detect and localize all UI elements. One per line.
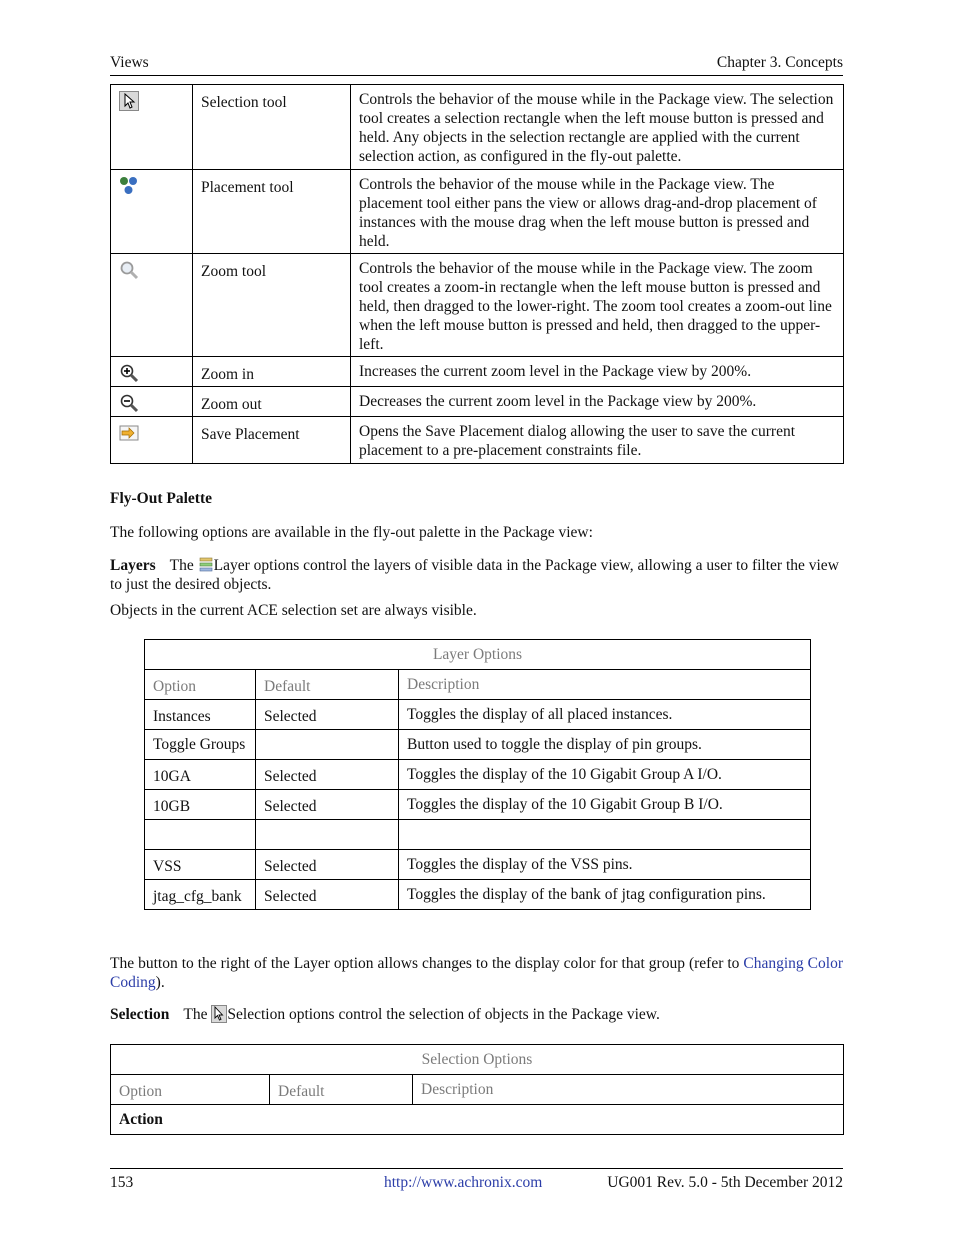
tool-description: Decreases the current zoom level in the Package view by 200%. <box>351 387 844 417</box>
default-cell: Selected <box>256 790 399 820</box>
tools-table <box>110 84 844 464</box>
layers-paragraph <box>110 556 843 594</box>
save-placement-icon <box>119 423 139 443</box>
page-number: 153 <box>110 1174 134 1191</box>
table-row <box>111 85 844 170</box>
description-cell: Toggles the display of the bank of jtag configuration pins. <box>399 880 811 910</box>
page-footer <box>110 1168 843 1191</box>
description-cell: Toggles the display of the VSS pins. <box>399 850 811 880</box>
color-note-end: ). <box>155 974 165 991</box>
tool-name: Zoom in <box>193 357 351 387</box>
page-header <box>110 53 843 76</box>
table-row <box>145 730 811 760</box>
table-header-row <box>111 1075 844 1105</box>
selection-arrow-icon <box>211 1005 227 1023</box>
zoom-out-icon <box>119 393 139 413</box>
description-cell <box>399 820 811 850</box>
table-row <box>145 850 811 880</box>
selection-pre: The <box>183 1006 208 1023</box>
table-caption-row <box>145 640 811 670</box>
layer-options-table <box>144 639 811 910</box>
layers-icon <box>198 556 214 574</box>
default-cell <box>256 730 399 760</box>
option-cell: Toggle Groups <box>145 730 256 760</box>
option-cell: VSS <box>145 850 256 880</box>
column-header: Description <box>399 670 811 700</box>
changing-color-coding-link[interactable]: Changing Color Coding <box>110 955 843 991</box>
column-header: Option <box>111 1075 270 1105</box>
tool-name: Zoom out <box>193 387 351 417</box>
document-revision: UG001 Rev. 5.0 - 5th December 2012 <box>607 1174 843 1191</box>
tool-description: Increases the current zoom level in the Package view by 200%. <box>351 357 844 387</box>
section-row: Action <box>111 1105 844 1135</box>
flyout-intro: The following options are available in the fly-out palette in the Package view: <box>110 524 593 541</box>
table-header-row <box>145 670 811 700</box>
table-row <box>145 760 811 790</box>
tool-description: Opens the Save Placement dialog allowing the user to save the current placement to a pre-placement constraints file. <box>351 417 844 464</box>
zoom-icon <box>119 260 139 280</box>
default-cell: Selected <box>256 760 399 790</box>
placement-icon <box>119 176 139 196</box>
description-cell: Button used to toggle the display of pin groups. <box>399 730 811 760</box>
option-cell <box>145 820 256 850</box>
column-header: Default <box>256 670 399 700</box>
layers-text: Layer options control the layers of visible data in the Package view, allowing a user to filter the view to just the desired objects. <box>110 557 839 593</box>
default-cell: Selected <box>256 850 399 880</box>
table-row <box>145 790 811 820</box>
table-row <box>111 417 844 464</box>
website-link[interactable]: http://www.achronix.com <box>384 1174 543 1191</box>
table-row <box>111 357 844 387</box>
selection-label: Selection <box>110 1006 170 1023</box>
option-cell: 10GA <box>145 760 256 790</box>
description-cell: Toggles the display of the 10 Gigabit Group B I/O. <box>399 790 811 820</box>
layers-pre: The <box>169 557 194 574</box>
table-row <box>111 254 844 357</box>
default-cell: Selected <box>256 880 399 910</box>
color-note-text: The button to the right of the Layer option allows changes to the display color for that group (refer to <box>110 955 740 972</box>
description-cell: Toggles the display of all placed instances. <box>399 700 811 730</box>
tool-name: Selection tool <box>193 85 351 170</box>
table-row <box>145 820 811 850</box>
selection-paragraph <box>110 1005 843 1024</box>
table-caption: Layer Options <box>145 640 811 670</box>
option-cell: Instances <box>145 700 256 730</box>
column-header: Description <box>413 1075 844 1105</box>
tool-description: Controls the behavior of the mouse while in the Package view. The placement tool either pans the view or allows drag-and-drop placement of instances with the mouse drag when the left mouse button is pressed and held. <box>351 170 844 254</box>
option-cell: 10GB <box>145 790 256 820</box>
selection-text: Selection options control the selection of objects in the Package view. <box>227 1006 660 1023</box>
tool-description: Controls the behavior of the mouse while in the Package view. The zoom tool creates a zoom-in rectangle when the left mouse button is pressed and held, then dragged to the lower-right. The zoom tool creates a zoom-out line when the left mouse button is pressed and held, then dragged to the upper-left. <box>351 254 844 357</box>
default-cell <box>256 820 399 850</box>
tool-name: Save Placement <box>193 417 351 464</box>
table-caption-row <box>111 1045 844 1075</box>
default-cell: Selected <box>256 700 399 730</box>
table-row <box>111 1105 844 1135</box>
color-note <box>110 954 843 992</box>
objects-note: Objects in the current ACE selection set are always visible. <box>110 602 477 619</box>
header-chapter: Chapter 3. Concepts <box>716 54 843 71</box>
layers-label: Layers <box>110 557 156 574</box>
tool-description: Controls the behavior of the mouse while in the Package view. The selection tool creates a selection rectangle when the left mouse button is pressed and held. Any objects in the selection rectangle are applied with the current selection action, as configured in the fly-out palette. <box>351 85 844 170</box>
section-heading: Fly-Out Palette <box>110 490 213 507</box>
table-caption: Selection Options <box>111 1045 844 1075</box>
option-cell: jtag_cfg_bank <box>145 880 256 910</box>
table-row <box>111 387 844 417</box>
header-section: Views <box>110 54 149 71</box>
table-row <box>145 880 811 910</box>
tool-name: Zoom tool <box>193 254 351 357</box>
selection-arrow-icon <box>119 91 139 111</box>
tool-name: Placement tool <box>193 170 351 254</box>
column-header: Default <box>270 1075 413 1105</box>
zoom-in-icon <box>119 363 139 383</box>
selection-options-table <box>110 1044 844 1135</box>
table-row <box>145 700 811 730</box>
column-header: Option <box>145 670 256 700</box>
table-row <box>111 170 844 254</box>
description-cell: Toggles the display of the 10 Gigabit Group A I/O. <box>399 760 811 790</box>
